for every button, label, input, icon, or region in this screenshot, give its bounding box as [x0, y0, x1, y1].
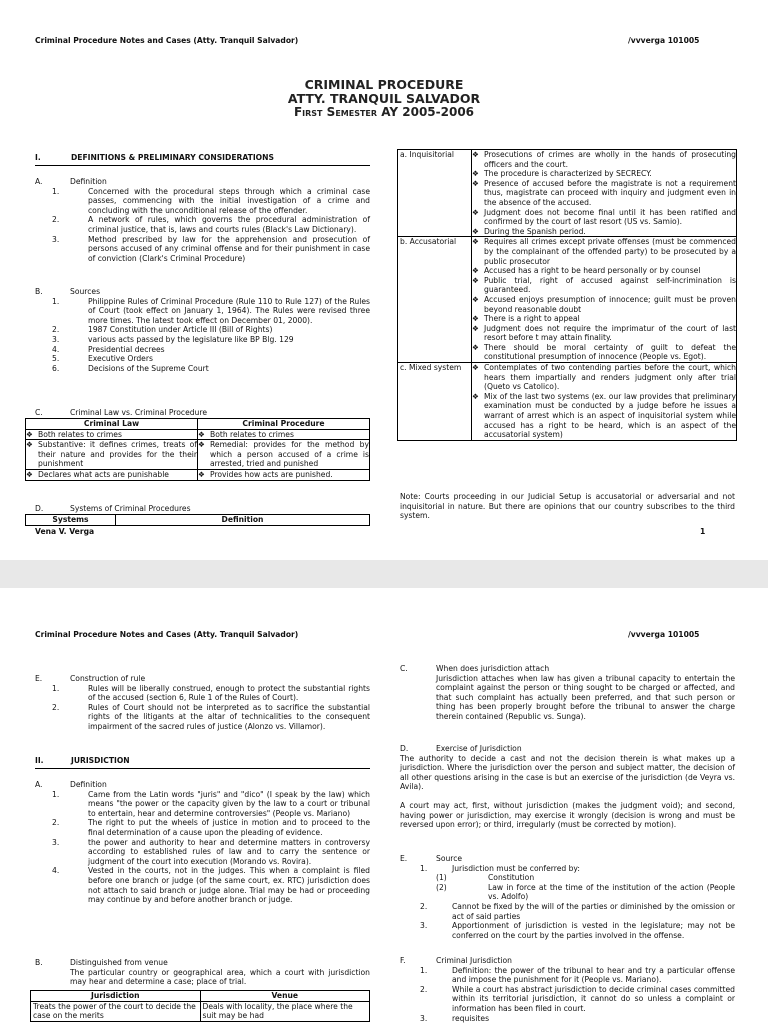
subsection-f-criminal-jurisdiction: F. Criminal Jurisdiction 1. Definition: the power of the tribunal to hear and try a particular offense and impose the punishment for it (People vs. Mariano). 2. While a court has abstract jurisdiction to decide criminal cases committed within its territorial jurisdiction, it cannot do so unless a complaint or information has been filed in court. 3. requisites: [400, 956, 735, 1023]
table-row: ❖ Both relates to crimes ❖ Both relates to crimes: [26, 429, 370, 440]
list-item: 5. Executive Orders: [52, 354, 153, 364]
subsection-title: Criminal Jurisdiction: [436, 956, 512, 965]
list-item: 2. 1987 Constitution under Article III (Bill of Rights): [52, 325, 273, 335]
list-item: (2) Law in force at the time of the institution of the action (People vs. Adolfo): [436, 882, 735, 902]
list-item: 3. various acts passed by the legislature like BP Blg. 129: [52, 334, 294, 344]
page-2: [0, 588, 768, 1024]
diamond-bullet-icon: ❖: [472, 150, 479, 159]
list-item: (1) Constitution: [436, 873, 535, 883]
paragraph: Jurisdiction attaches when law has given a tribunal capacity to entertain the complaint against the person or thing sought to be charged or affected, and that such complaint has actually been preferred, and that such person or thing has been properly brought before the tribunal to answer the charge therein contained (Republic vs. Sunga).: [436, 673, 735, 721]
subsection-c-attach: C. When does jurisdiction attach Jurisdiction attaches when law has given a tribunal capacity to entertain the complaint against the person or thing sought to be charged or affected, and that such complaint has actually been preferred, and that such person or thing has been properly brought before the tribunal to answer the charge therein contained (Republic vs. Sunga).: [400, 664, 735, 721]
subsection-d-exercise: D. Exercise of Jurisdiction The authority to decide a cast and not the decision therein is what makes up a jurisdiction. Where the jurisdiction over the person and subject matter, the decision of all other questions arising in the case is but an exercise of the jurisdiction (de Veyra vs. Avila). A court may act, first, without jurisdiction (makes the judgment void); and second, having power or jurisdiction, may exercise it wrongly (decision is wrong and must be reversed upon error); or third, irregularly (must be corrected by motion).: [400, 744, 735, 830]
subsection-label: D.: [35, 504, 44, 513]
subsection-d-systems: [35, 504, 370, 514]
paragraph: A court may act, first, without jurisdiction (makes the judgment void); and second, having power or jurisdiction, may exercise it wrongly (decision is wrong and must be reversed upon error); or third, irregularly (must be corrected by motion).: [400, 800, 735, 830]
system-name: a. Inquisitorial: [398, 150, 472, 237]
system-name: c. Mixed system: [398, 363, 472, 441]
section-heading-2: II. JURISDICTION: [35, 756, 370, 769]
table-header: Jurisdiction: [31, 991, 201, 1002]
diamond-bullet-icon: ❖: [472, 207, 479, 217]
running-header-right: /vvverga 101005: [628, 630, 700, 639]
page-separator: [0, 560, 768, 588]
list-item: 6. Decisions of the Supreme Court: [52, 363, 209, 373]
document-semester: First Semester AY 2005-2006: [293, 105, 475, 119]
subsection-b-sources: [35, 287, 370, 373]
subsection-b-venue: B. Distinguished from venue The particular country or geographical area, which a court with jurisdiction may hear and determine a case; place of trial.: [35, 958, 370, 987]
venue-definition: The particular country or geographical area, which a court with jurisdiction may hear and determine a case; place of trial.: [70, 967, 370, 987]
table-row: Treats the power of the court to decide the case on the merits Deals with locality, the place where the suit may be had: [31, 1001, 370, 1021]
diamond-bullet-icon: ❖: [472, 275, 479, 285]
subsection-title: Construction of rule: [70, 674, 146, 683]
subsection-a-definition: [35, 177, 370, 263]
subsection-title: Criminal Law vs. Criminal Procedure: [70, 408, 208, 417]
list-item: 4. Vested in the courts, not in the judges. This when a complaint is filed before one branch or judge (of the same court, ex. RTC) jurisdiction does not attach to said branch or judge alone. Trial may be had or proceeding may continue by and before another branch or judge.: [52, 866, 370, 905]
diamond-bullet-icon: ❖: [472, 342, 479, 352]
diamond-bullet-icon: ❖: [472, 237, 479, 247]
subsection-c-comparison: [35, 408, 370, 418]
law-vs-procedure-table: [25, 418, 370, 481]
diamond-bullet-icon: ❖: [472, 323, 479, 333]
running-header-left: Criminal Procedure Notes and Cases (Atty. Tranquil Salvador): [35, 36, 299, 45]
section-number: I.: [35, 153, 41, 162]
list-item: 3. requisites: [420, 1013, 490, 1023]
table-header: Venue: [200, 991, 370, 1002]
list-item: 4. Presidential decrees: [52, 344, 165, 354]
diamond-bullet-icon: ❖: [26, 469, 33, 479]
diamond-bullet-icon: ❖: [26, 429, 33, 439]
subsection-label: C.: [35, 408, 43, 417]
diamond-bullet-icon: ❖: [472, 226, 479, 236]
table-row: c. Mixed system ❖ Contemplates of two contending parties before the court, which hears them impartially and renders judgment only after trial (Queto vs Catolico). ❖ Mix of the last two systems (ex. our law provides that preliminary examination must be conducted by a judge before he issues a warrant of arrest which is an aspect of inquisitorial system while accused has a right to be heard, which is an aspect of the accusatorial system): [398, 363, 737, 441]
page-number: 1: [700, 527, 706, 536]
diamond-bullet-icon: ❖: [472, 178, 479, 188]
diamond-bullet-icon: ❖: [198, 440, 205, 450]
table-header: Criminal Law: [26, 419, 198, 430]
table-header: Definition: [116, 515, 370, 526]
list-item: 1. Philippine Rules of Criminal Procedure (Rule 110 to Rule 127) of the Rules of Court (took effect on January 1, 1964). The Rules were revised three more times. The latest took effect on December 01, 2000).: [52, 296, 370, 325]
document-title: CRIMINAL PROCEDURE: [304, 77, 464, 92]
running-header-right: /vvverga 101005: [628, 36, 700, 45]
subsection-title: Sources: [70, 287, 101, 296]
list-item: 2. The right to put the wheels of justice in motion and to proceed to the final determination of a cause upon the pleading of evidence.: [52, 818, 370, 837]
document-author: ATTY. TRANQUIL SALVADOR: [287, 91, 481, 106]
section-title: JURISDICTION: [71, 756, 130, 765]
list-item: 1. Concerned with the procedural steps through which a criminal case passes, commencing with the initial investigation of a crime and concluding with the unconditional release of the offender.: [52, 186, 370, 215]
list-item: 2. While a court has abstract jurisdiction to decide criminal cases committed within its territorial jurisdiction, it cannot do so unless a complaint or information has been filed in court.: [420, 984, 735, 1013]
subsection-e-source: E. Source 1. Jurisdiction must be conferred by: (1) Constitution (2) Law in force at the time of the institution of the action (People vs. Adolfo) 2. Cannot be fixed by the will of the parties or diminished by the omission or act of said parties 3. Apportionment of jurisdiction is vested in the legislature; may not be conferred on the court by the parties involved in the offense.: [400, 854, 735, 940]
subsection-title: Definition: [70, 177, 107, 186]
table-header: Systems: [26, 515, 116, 526]
section-title: DEFINITIONS & PRELIMINARY CONSIDERATIONS: [71, 153, 274, 162]
diamond-bullet-icon: ❖: [472, 266, 479, 276]
subsection-label: B.: [35, 287, 43, 296]
systems-table: [397, 149, 737, 441]
diamond-bullet-icon: ❖: [472, 391, 479, 401]
list-item: 1. Came from the Latin words "juris" and "dico" (I speak by the law) which means "the power or the capacity given by the law to a court or tribunal to entertain, hear and determine controversies" (People vs. Mariano): [52, 789, 370, 818]
list-item: 2. Rules of Court should not be interpreted as to sacrifice the substantial rights of the litigants at the altar of technicalities to the consequent impairment of the sacred rules of justice (Alonzo vs. Villamor).: [52, 702, 370, 731]
diamond-bullet-icon: ❖: [472, 169, 479, 179]
list-item: 3. the power and authority to hear and determine matters in controversy according to established rules of law and to carry the sentence or judgment of the court into execution (Morando vs. Rovira).: [52, 837, 370, 866]
diamond-bullet-icon: ❖: [472, 294, 479, 304]
subsection-title: Distinguished from venue: [70, 958, 168, 967]
section-heading-1: [35, 153, 370, 166]
diamond-bullet-icon: ❖: [198, 429, 205, 439]
diamond-bullet-icon: ❖: [472, 363, 479, 373]
list-item: 3. Apportionment of jurisdiction is vested in the legislature; may not be conferred on the court by the parties involved in the offense.: [420, 921, 735, 940]
subsection-label: A.: [35, 177, 43, 186]
subsection-title: Source: [436, 854, 463, 863]
list-item: 2. A network of rules, which governs the procedural administration of criminal justice, that is, laws and courts rules (Black's Law Dictionary).: [52, 215, 370, 234]
list-item: 1. Definition: the power of the tribunal to hear and try a particular offense and impose the punishment for it (People vs. Mariano).: [420, 965, 735, 985]
systems-header-table: [25, 514, 370, 526]
list-item: 1. Jurisdiction must be conferred by:: [420, 863, 580, 873]
diamond-bullet-icon: ❖: [198, 469, 205, 479]
note-paragraph: Note: Courts proceeding in our Judicial Setup is accusatorial or adversarial and not inquisitorial in nature. But there are opinions that our country subscribes to the third system.: [400, 492, 735, 521]
running-header-left: Criminal Procedure Notes and Cases (Atty. Tranquil Salvador): [35, 630, 299, 639]
diamond-bullet-icon: ❖: [26, 440, 33, 450]
table-header: Criminal Procedure: [198, 419, 370, 430]
diamond-bullet-icon: ❖: [472, 314, 479, 324]
footer-author: Vena V. Verga: [35, 527, 95, 536]
table-row: ❖ Substantive: it defines crimes, treats of their nature and provides for the their punishment ❖ Remedial: provides for the method by which a person accused of a crime is arrested, tried and punished: [26, 440, 369, 469]
subsection-e-construction: E. Construction of rule 1. Rules will be liberally construed, enough to protect the substantial rights of the accused (section 6, Rule 1 of the Rules of Court). 2. Rules of Court should not be interpreted as to sacrifice the substantial rights of the litigants at the altar of technicalities to the consequent impairment of the sacred rules of justice (Alonzo vs. Villamor).: [35, 674, 370, 731]
table-row: a. Inquisitorial ❖ Prosecutions of crimes are wholly in the hands of prosecuting officers and the court. ❖ The procedure is characterized by SECRECY. ❖ Presence of accused before the magistrate is not a requirement thus, magistrate can proceed with inquiry and judgment even in the absence of the accused. ❖ Judgment does not become final until it has been ratified and confirmed by the court of last resort (US vs. Samio). ❖ During the Spanish period.: [398, 150, 737, 237]
list-item: 3. Method prescribed by law for the apprehension and prosecution of persons accused of any criminal offense and for their punishment in case of conviction (Clark's Criminal Procedure): [52, 234, 370, 263]
subsection-title: Exercise of Jurisdiction: [436, 744, 522, 753]
list-item: 2. Cannot be fixed by the will of the parties or diminished by the omission or act of said parties: [420, 901, 735, 921]
table-row: b. Accusatorial ❖ Requires all crimes except private offenses (must be commenced by the complainant of the offended party) to be prosecuted by a public prosecutor ❖ Accused has a right to be heard personally or by counsel ❖ Public trial, right of accused against self-incrimination is guaranteed. ❖ Accused enjoys presumption of innocence; guilt must be proven beyond reasonable doubt ❖ There is a right to appeal ❖ Judgment does not require the imprimatur of the court of last resort before t may attain finality. ❖ There should be moral certainty of guilt to defeat the constitutional presumption of innocence (People vs. Egot).: [398, 237, 737, 363]
list-item: 1. Rules will be liberally construed, enough to protect the substantial rights of the accused (section 6, Rule 1 of the Rules of Court).: [52, 683, 370, 703]
jurisdiction-vs-venue-table: [30, 990, 370, 1022]
paragraph: The authority to decide a cast and not the decision therein is what makes up a jurisdiction. Where the jurisdiction over the person and subject matter, the decision of all other questions arising in the case is but an exercise of the jurisdiction (de Veyra vs. Avila).: [400, 753, 735, 792]
system-name: b. Accusatorial: [398, 237, 472, 363]
subsection-title: Systems of Criminal Procedures: [70, 504, 191, 513]
subsection-a-jurisdiction-definition: A. Definition 1. Came from the Latin words "juris" and "dico" (I speak by the law) which means "the power or the capacity given by the law to a court or tribunal to entertain, hear and determine controversies" (People vs. Mariano) 2. The right to put the wheels of justice in motion and to proceed to the final determination of a cause upon the pleading of evidence. 3. the power and authority to hear and determine matters in controversy according to established rules of law and to carry the sentence or judgment of the court into execution (Morando vs. Rovira). 4. Vested in the courts, not in the judges. This when a complaint is filed before one branch or judge (of the same court, ex. RTC) jurisdiction does not attach to said branch or judge alone. Trial may be had or proceeding may continue by and before another branch or judge.: [35, 780, 370, 905]
subsection-title: When does jurisdiction attach: [436, 664, 550, 673]
table-row: ❖ Declares what acts are punishable ❖ Provides how acts are punished.: [26, 469, 370, 480]
subsection-title: Definition: [70, 780, 107, 789]
